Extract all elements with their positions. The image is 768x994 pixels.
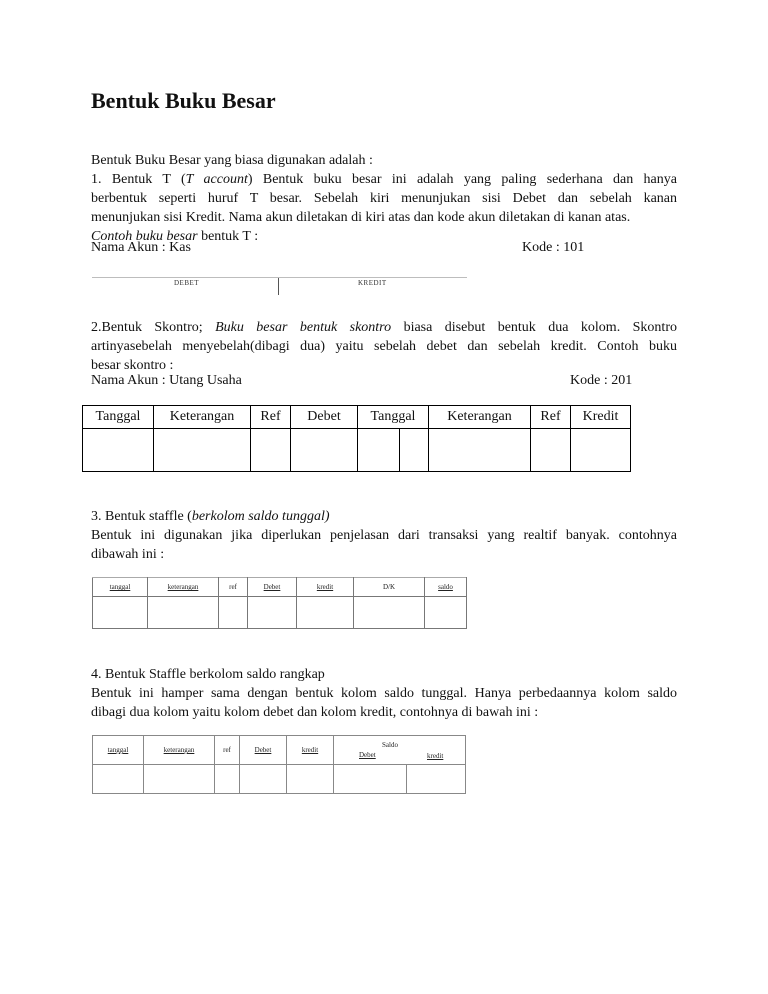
staffle-double-balance-table [92, 735, 466, 794]
skontro-line-1: 2.Bentuk Skontro; Buku besar bentuk skontro biasa disebut bentuk dua kolom. Skontro [91, 320, 677, 335]
header-cell: ref [215, 736, 240, 765]
header-cell: Debet [291, 406, 358, 429]
header-cell: D/K [354, 578, 425, 597]
table-cell [429, 429, 531, 472]
t-account-diagram [92, 270, 467, 298]
table-cell [358, 429, 400, 472]
staffle1-line-1: Bentuk ini digunakan jika diperlukan penjelasan dari transaksi yang realtif banyak. contohnya [91, 528, 677, 543]
table-row [93, 597, 467, 629]
staffle2-line-2: dibagi dua kolom yaitu kolom debet dan kolom kredit, contohnya di bawah ini : [91, 705, 539, 720]
table-cell [215, 765, 240, 794]
t-account-debet-label: DEBET [174, 279, 200, 287]
intro-paragraph [91, 151, 677, 246]
table-cell [531, 429, 571, 472]
table-row [93, 765, 466, 794]
header-cell: Tanggal [358, 406, 429, 429]
header-cell: Tanggal [83, 406, 154, 429]
header-cell: keterangan [144, 736, 215, 765]
saldo-label: Saldo [382, 741, 398, 749]
intro-line-3: berbentuk seperti huruf T besar. Sebelah kiri menunjukan sisi Debet dan sebelah kanan [91, 191, 677, 206]
header-cell: Ref [531, 406, 571, 429]
header-cell: Keterangan [429, 406, 531, 429]
table-cell [297, 597, 354, 629]
table-cell [93, 597, 148, 629]
table-cell [334, 765, 407, 794]
table-header-row [93, 578, 467, 597]
table-cell [93, 765, 144, 794]
table-cell [248, 597, 297, 629]
table-cell [287, 765, 334, 794]
table-cell [148, 597, 219, 629]
header-cell: tanggal [93, 736, 144, 765]
intro-line-4: menunjukan sisi Kredit. Nama akun diletakan di kiri atas dan kode akun diletakan di kanan atas. [91, 210, 631, 225]
staffle2-line-1: Bentuk ini hamper sama dengan bentuk kolom saldo tunggal. Hanya perbedaannya kolom saldo [91, 686, 677, 701]
table-cell [571, 429, 631, 472]
header-cell: Debet [240, 736, 287, 765]
account-name: Nama Akun : Utang Usaha [91, 373, 242, 388]
skontro-line-2: artinyasebelah menyebelah(dibagi dua) yaitu sebelah debet dan sebelah kredit. Contoh buku [91, 339, 677, 354]
skontro-table [82, 405, 631, 472]
header-cell: Kredit [571, 406, 631, 429]
t-account-horizontal-line [92, 277, 467, 278]
table-cell [400, 429, 429, 472]
table-cell [154, 429, 251, 472]
table-cell [219, 597, 248, 629]
table-cell [354, 597, 425, 629]
table-header-row [93, 736, 466, 765]
table-cell [144, 765, 215, 794]
t-account-vertical-line [278, 278, 279, 295]
table-cell [425, 597, 467, 629]
skontro-line-3: besar skontro : [91, 358, 174, 373]
account-name: Nama Akun : Kas [91, 240, 191, 255]
header-cell: Ref [251, 406, 291, 429]
saldo-debet-label: Debet [359, 751, 376, 759]
table-cell [240, 765, 287, 794]
t-account-kredit-label: KREDIT [358, 279, 387, 287]
header-cell: ref [219, 578, 248, 597]
table-cell [251, 429, 291, 472]
account-code: Kode : 101 [522, 240, 585, 255]
staffle1-heading: 3. Bentuk staffle (berkolom saldo tunggal) [91, 509, 330, 524]
table-header-row [83, 406, 631, 429]
header-cell: tanggal [93, 578, 148, 597]
saldo-header-cell [334, 736, 466, 765]
staffle-single-balance-table [92, 577, 467, 629]
header-cell: Keterangan [154, 406, 251, 429]
header-cell: saldo [425, 578, 467, 597]
intro-line-2: 1. Bentuk T (T account) Bentuk buku besar ini adalah yang paling sederhana dan hanya [91, 172, 677, 187]
staffle1-paragraph [91, 507, 677, 564]
staffle1-line-2: dibawah ini : [91, 547, 165, 562]
table-cell [291, 429, 358, 472]
intro-line-5: Contoh buku besar bentuk T : [91, 229, 259, 244]
intro-line-1: Bentuk Buku Besar yang biasa digunakan adalah : [91, 153, 373, 168]
page-title: Bentuk Buku Besar [91, 88, 276, 113]
staffle2-heading: 4. Bentuk Staffle berkolom saldo rangkap [91, 667, 325, 682]
header-cell: kredit [287, 736, 334, 765]
staffle2-paragraph [91, 665, 677, 722]
header-cell: Debet [248, 578, 297, 597]
header-cell: kredit [297, 578, 354, 597]
account-code: Kode : 201 [570, 373, 633, 388]
table-cell [83, 429, 154, 472]
table-cell [407, 765, 466, 794]
header-cell: keterangan [148, 578, 219, 597]
saldo-kredit-label: kredit [427, 752, 444, 760]
skontro-paragraph [91, 318, 677, 375]
table-row [83, 429, 631, 472]
